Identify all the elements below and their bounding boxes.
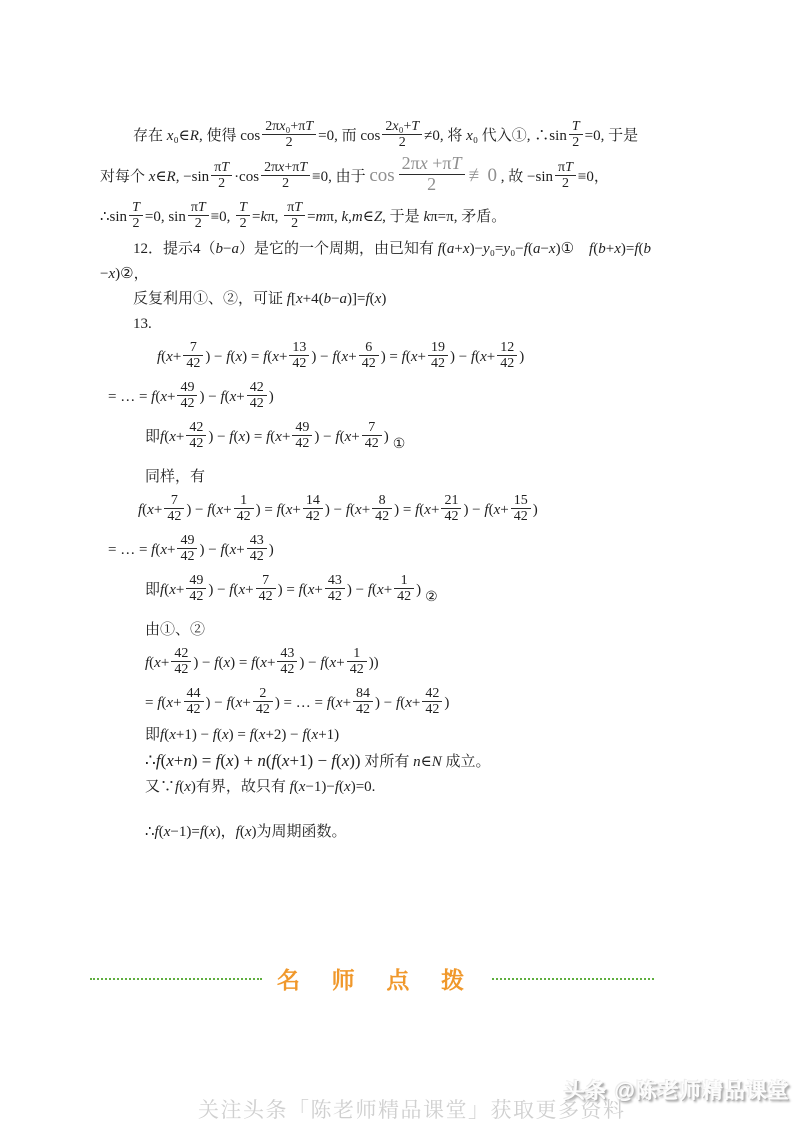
conclusion-periodic: ∴f(x−1)=f(x)，f(x)为周期函数。 xyxy=(145,824,347,840)
equation-2b: = … = f(x+ $\frac{49}{42}$ ) − f(x+ $\frac{43}{42}$ ) xyxy=(108,532,274,565)
equation-1a: f(x+ $\frac{7}{42}$ ) − f(x) = f(x+ $\frac{13}{42}$ ) − f(x+ $\frac{6}{42}$ ) = f(x+ $\frac{19}{42}$ ) − f(x+ $\frac{12}{42}$ ) xyxy=(157,339,525,372)
proof-line-1: 存在 x₀∈R, 使得 cos $\frac{\text{2πx₀+πT}}{2}$ =0, 而 cos $\frac{\text{2x₀+T}}{2}$ ≠0, 将 x₀ 代入①, ∴sin $\frac{T}{2}$ =0, 于是 xyxy=(133,118,639,151)
section-title: 名 师 点 拨 xyxy=(276,968,478,993)
watermark-text: 头条 @陈老师精品课堂 xyxy=(563,1080,790,1103)
equation-3a: f(x+ $\frac{42}{42}$ ) − f(x) = f(x+ $\frac{43}{42}$ ) − f(x+ $\frac{1}{42}$ )) xyxy=(145,645,379,678)
item-12-line-2: −x)②， xyxy=(100,266,149,282)
footer-promo-text: 关注头条「陈老师精品课堂」获取更多资料 xyxy=(198,1099,626,1122)
proof-line-2: 对每个 x∈R, −sin $\frac{\pi T}{2}$ ·cos $\frac{2\pi x+\pi T}{2}$ ≡0, 由于 cos $\frac{2\pi x +\pi T}{2}$ ≢0 , 故 −sin $\frac{\pi T}{2}$ ≡0， xyxy=(100,153,609,195)
conclusion-induction: ∴f(x+n) = f(x) + n(f(x+1) − f(x)) 对所有 n∈N 成立。 xyxy=(145,751,491,770)
proof-line-3: ∴sin $\frac{T}{2}$ =0, sin $\frac{\pi T}{2}$ ≡0, $\frac{T}{2}$ =kπ, $\frac{\pi T}{2}$ =mπ, k,m∈Z, 于是 kπ=π, 矛盾。 xyxy=(100,199,507,232)
equation-3-result: 即f(x+1) − f(x) = f(x+2) − f(x+1) xyxy=(145,727,340,743)
item-12-line-1: 12．提示4（b−a）是它的一个周期，由已知有 f(a+x)−y₀=y₀−f(a−x)① f(b+x)=f(b xyxy=(133,241,651,257)
text-from-1-2: 由①、② xyxy=(145,622,206,638)
conclusion-bounded: 又∵f(x)有界，故只有 f(x−1)−f(x)=0. xyxy=(145,779,376,795)
item-13-label: 13. xyxy=(133,316,152,332)
dashed-line-left-icon xyxy=(90,978,262,980)
item-12-conclusion: 反复利用①、②，可证 f[x+4(b−a)]=f(x) xyxy=(133,291,387,307)
equation-1-result: 即f(x+ $\frac{42}{42}$ ) − f(x) = f(x+ $\frac{49}{42}$ ) − f(x+ $\frac{7}{42}$ ) ① xyxy=(145,419,406,452)
equation-1b: = … = f(x+ $\frac{49}{42}$ ) − f(x+ $\frac{42}{42}$ ) xyxy=(108,379,274,412)
text-likewise: 同样，有 xyxy=(145,469,206,485)
equation-2-result: 即f(x+ $\frac{49}{42}$ ) − f(x+ $\frac{7}{42}$ ) = f(x+ $\frac{43}{42}$ ) − f(x+ $\frac{1}{42}$ ) ② xyxy=(145,572,438,605)
dashed-line-right-icon xyxy=(492,978,654,980)
section-header xyxy=(0,962,769,995)
equation-2a: f(x+ $\frac{7}{42}$ ) − f(x+ $\frac{1}{42}$ ) = f(x+ $\frac{14}{42}$ ) − f(x+ $\frac{8}{42}$ ) = f(x+ $\frac{21}{42}$ ) − f(x+ $\frac{15}{42}$ ) xyxy=(138,492,538,525)
equation-3b: = f(x+ $\frac{44}{42}$ ) − f(x+ $\frac{2}{42}$ ) = … = f(x+ $\frac{84}{42}$ ) − f(x+ $\frac{42}{42}$ ) xyxy=(145,685,450,718)
